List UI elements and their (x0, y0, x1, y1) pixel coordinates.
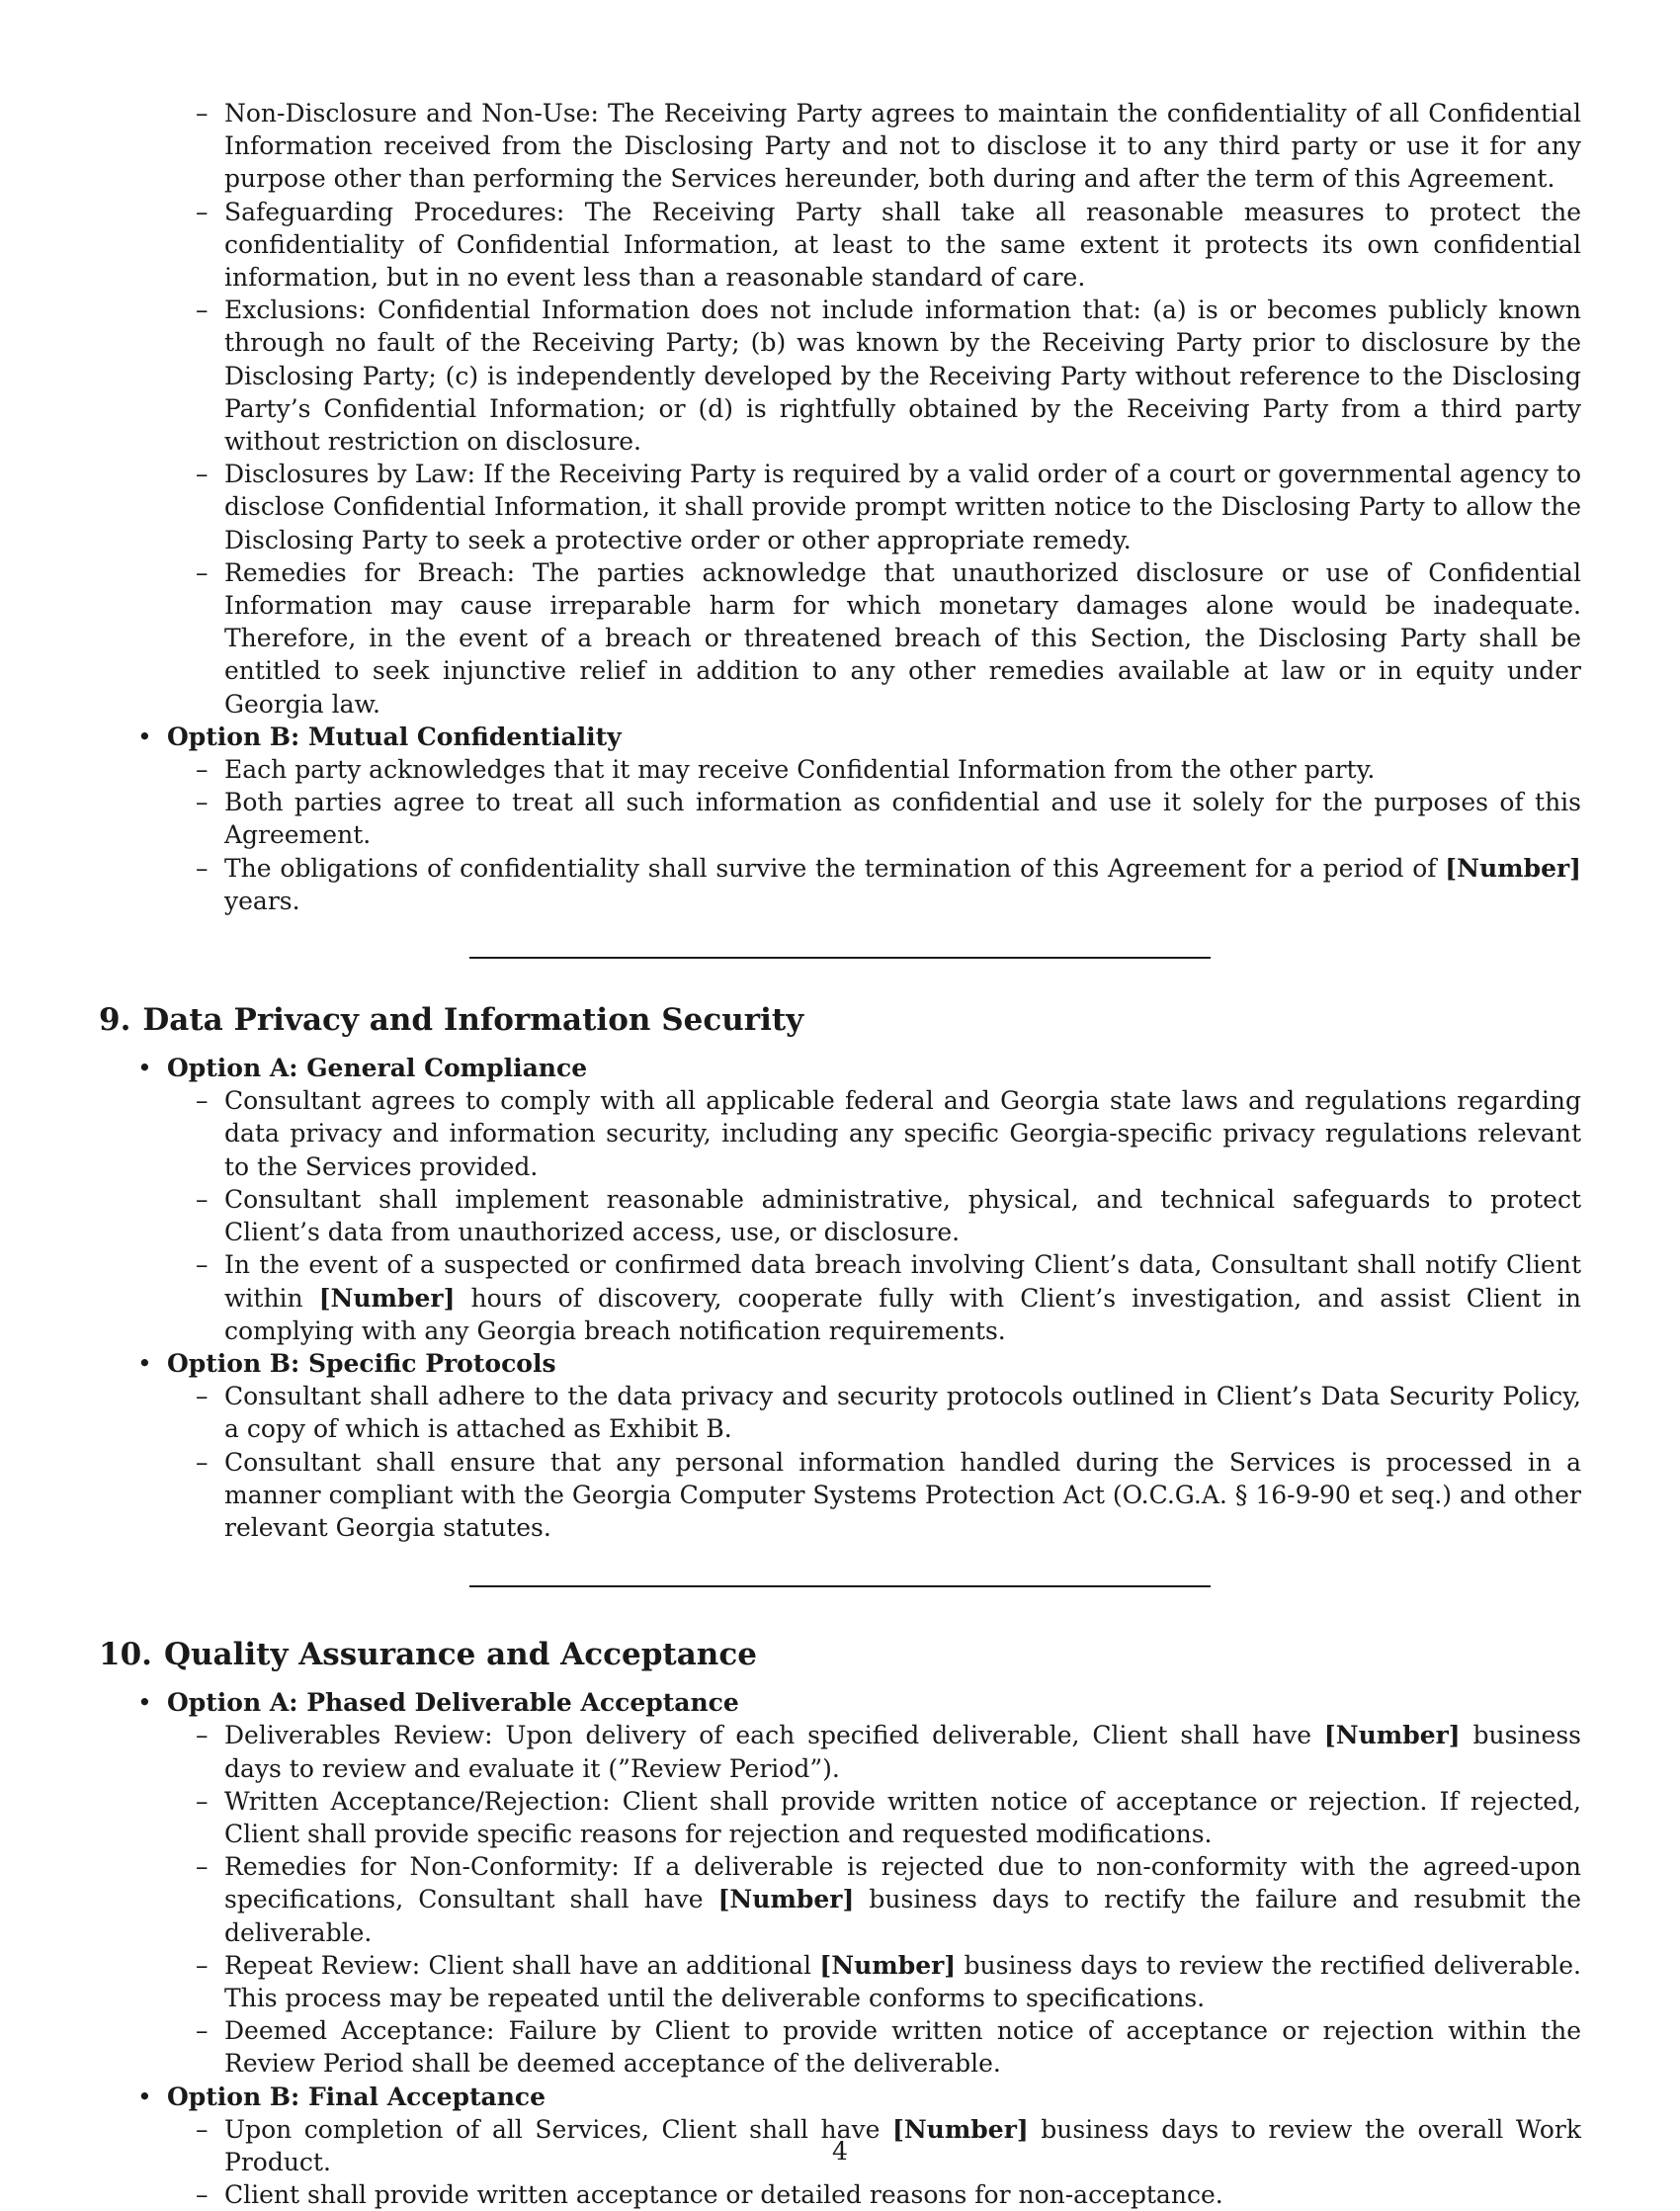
list-item: – Exclusions: Confidential Information does not include information that: (a) is or becomes publicly known through no fault of the Receiving Party; (b) was known by the Receiving Party prior to disclosure by the Disclosing Party; (c) is independently developed by the Receiving Party without reference to the Disclosing Party’s Confidential Information; or (d) is rightfully obtained by the Receiving Party from a third party without restriction on disclosure. (224, 294, 1581, 458)
section-title: Quality Assurance and Acceptance (163, 1637, 757, 1673)
item-text: business days to review and evaluate it (”Review Period”). (224, 1721, 1582, 1783)
option-title: Final Acceptance (307, 2082, 546, 2111)
option-title: Specific Protocols (307, 1348, 556, 1378)
option-label: Option A: (167, 1688, 298, 1718)
list-item: – Written Acceptance/Rejection: Client shall provide written notice of acceptance or rejection. If rejected, Client shall provide specific reasons for rejection and requested modifications. (224, 1785, 1581, 1850)
option-title: General Compliance (306, 1054, 588, 1083)
option-heading (167, 2081, 1581, 2113)
list-item (224, 1719, 1581, 1784)
number-placeholder: [Number] (1323, 1721, 1461, 1750)
list-item (224, 1949, 1581, 2014)
section-divider (469, 1585, 1211, 1587)
list-item: – Safeguarding Procedures: The Receiving Party shall take all reasonable measures to protect the confidentiality of Confidential Information, at least to the same extent it protects its own confidential information, but in no event less than a reasonable standard of care. (224, 196, 1581, 295)
option-heading (167, 1347, 1581, 1380)
section-heading (99, 1000, 1581, 1040)
item-text: business days to review the rectified deliverable. This process may be repeated until the deliverable conforms to specifications. (224, 1950, 1582, 2012)
option-heading (167, 1686, 1581, 1719)
list-item (224, 1850, 1581, 1949)
number-placeholder: [Number] (1445, 853, 1581, 883)
list-item (224, 852, 1581, 917)
section-number: 9. (99, 1002, 131, 1039)
item-text: business days to rectify the failure and resubmit the deliverable. (224, 1885, 1581, 1947)
number-placeholder: [Number] (717, 1885, 855, 1914)
item-text: Repeat Review: Client shall have an additional (224, 1950, 820, 1980)
list-item: – Both parties agree to treat all such information as confidential and use it solely for the purposes of this Agreement. (224, 786, 1581, 851)
item-text: The obligations of confidentiality shall survive the termination of this Agreement for a period of (224, 853, 1446, 883)
list-item: – Consultant shall implement reasonable administrative, physical, and technical safeguards to protect Client’s data from unauthorized access, use, or disclosure. (224, 1183, 1581, 1248)
item-text: Upon completion of all Services, Client shall have (224, 2114, 892, 2144)
section-divider (469, 957, 1211, 959)
list-item: – Disclosures by Law: If the Receiving Party is required by a valid order of a court or governmental agency to disclose Confidential Information, it shall provide prompt written notice to the Disclosing Party to allow the Disclosing Party to seek a protective order or other appropriate remedy. (224, 458, 1581, 556)
number-placeholder: [Number] (892, 2114, 1029, 2144)
list-item: – Non-Disclosure and Non-Use: The Receiving Party agrees to maintain the confidentiality of all Confidential Information received from the Disclosing Party and not to disclose it to any third party or use it for any purpose other than performing the Services hereunder, both during and after the term of this Agreement. (224, 97, 1581, 196)
option-label: Option B: (167, 2082, 300, 2111)
number-placeholder: [Number] (318, 1283, 456, 1313)
option-heading (167, 721, 1581, 753)
option-label: Option A: (167, 1054, 298, 1083)
option-title: Phased Deliverable Acceptance (306, 1688, 739, 1718)
section-number: 10. (99, 1637, 152, 1673)
list-item: – Consultant shall ensure that any personal information handled during the Services is processed in a manner compliant with the Georgia Computer Systems Protection Act (O.C.G.A. § 16-9-90 et seq.) and other relevant Georgia statutes. (224, 1446, 1581, 1545)
option-label: Option B: (167, 722, 300, 751)
item-text: years. (224, 886, 300, 915)
item-text: hours of discovery, cooperate fully with Client’s investigation, and assist Client in complying with any Georgia breach notification requirements. (224, 1283, 1581, 1345)
option-title: Mutual Confidentiality (307, 722, 622, 751)
option-label: Option B: (167, 1348, 300, 1378)
list-item: – Consultant shall adhere to the data privacy and security protocols outlined in Client’s Data Security Policy, a copy of which is attached as Exhibit B. (224, 1380, 1581, 1445)
list-item (224, 1248, 1581, 1347)
list-item: – Each party acknowledges that it may receive Confidential Information from the other party. (224, 753, 1581, 786)
item-text: business days to review the overall Work Product. (224, 2114, 1582, 2176)
option-heading (167, 1052, 1581, 1084)
item-text: Deliverables Review: Upon delivery of each specified deliverable, Client shall have (224, 1721, 1324, 1750)
document-page (99, 97, 1581, 2211)
page-number: 4 (832, 2137, 848, 2166)
list-item: – Remedies for Breach: The parties acknowledge that unauthorized disclosure or use of Confidential Information may cause irreparable harm for which monetary damages alone would be inadequate. Therefore, in the event of a breach or threatened breach of this Section, the Disclosing Party shall be entitled to seek injunctive relief in addition to any other remedies available at law or in equity under Georgia law. (224, 556, 1581, 721)
item-text: Remedies for Non-Conformity: If a deliverable is rejected due to non-conformity with the agreed-upon specifications, Consultant shall have (224, 1852, 1581, 1914)
list-item: – Consultant agrees to comply with all applicable federal and Georgia state laws and regulations regarding data privacy and information security, including any specific Georgia-specific privacy regulations relevant to the Services provided. (224, 1084, 1581, 1183)
list-item: – Client shall provide written acceptance or detailed reasons for non-acceptance. (224, 2178, 1581, 2211)
item-text: In the event of a suspected or confirmed data breach involving Client’s data, Consultant shall notify Client within (224, 1250, 1581, 1313)
number-placeholder: [Number] (819, 1950, 957, 1980)
section-title: Data Privacy and Information Security (142, 1002, 804, 1039)
list-item: – Deemed Acceptance: Failure by Client to provide written notice of acceptance or rejection within the Review Period shall be deemed acceptance of the deliverable. (224, 2014, 1581, 2080)
section-heading (99, 1635, 1581, 1674)
